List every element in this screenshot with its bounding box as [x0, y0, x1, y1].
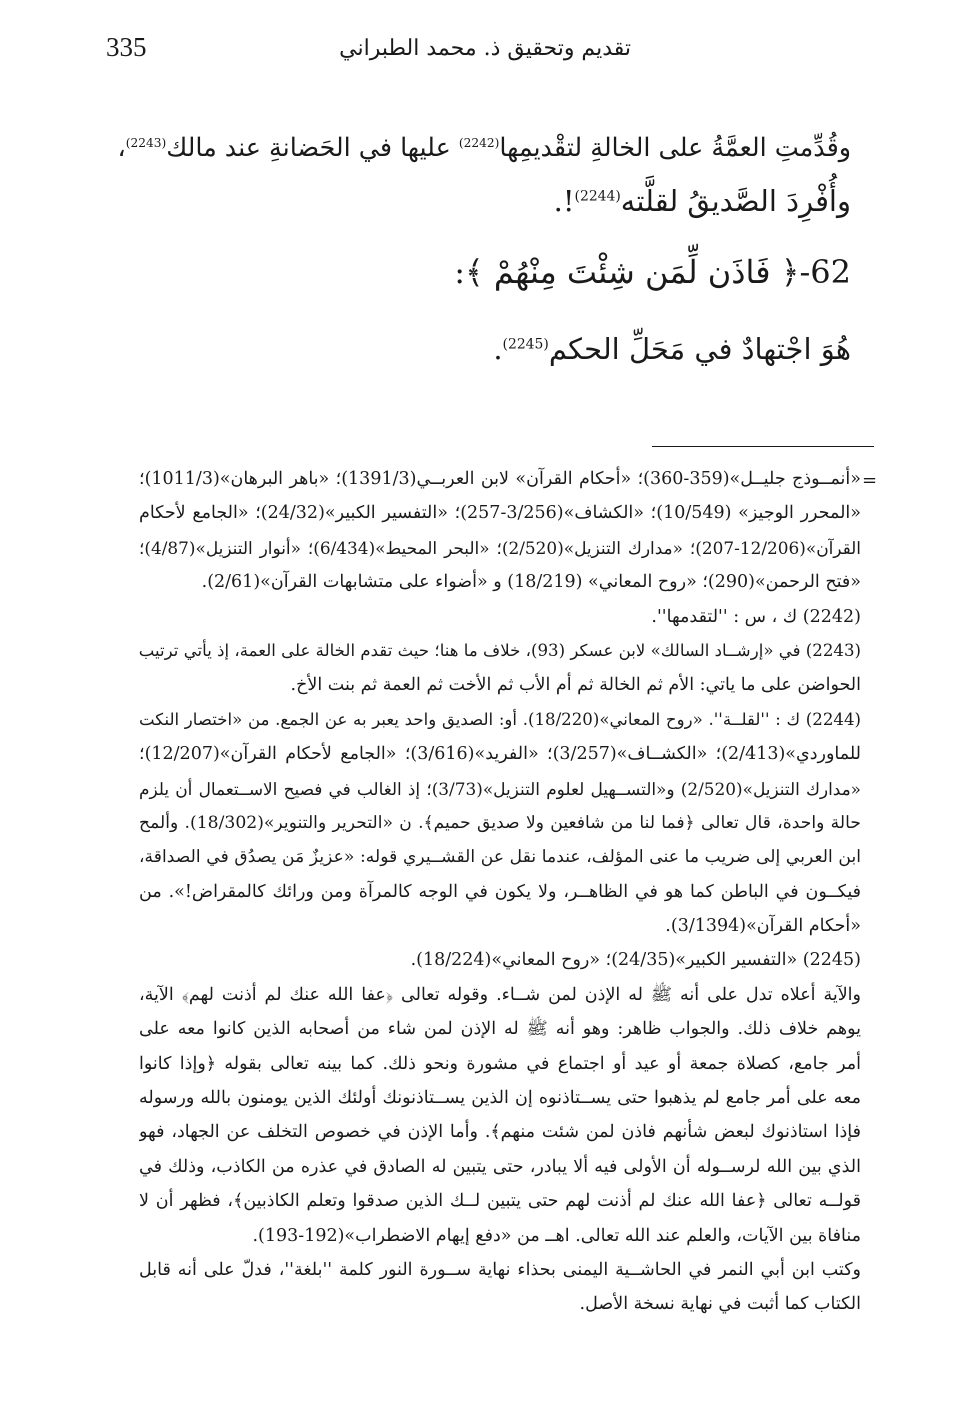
- footnote-line: (2245) «التفسير الكبير»(24/35)؛ «روح المعاني»(18/224).: [410, 950, 861, 971]
- footnote-line: (2243) في «إرشــاد السالك» لابن عسكر (93)، خلاف ما هنا؛ حيث تقدم الخالة على العمة، إذ يأتي ترتيب: [139, 640, 861, 660]
- footnote-line: الحواضن على ما ياتي: الأم ثم الخالة ثم أم الأب ثم الأخت ثم العمة ثم بنت الأخ.: [290, 675, 861, 696]
- main-text-block-2: [111, 322, 851, 376]
- footnote-line: الكتاب كما أثبت في نهاية نسخة الأصل.: [579, 1294, 861, 1315]
- footnote-line: فيكــون في الباطن كما هو في الظاهــر، ولا يكون في الوجه كالمرآة ومن ورائك كالمقراض!». من: [139, 881, 861, 902]
- footnote-line: فإذا استاذنوك لبعض شأنهم فاذن لمن شئت منهم﴾. وأما الإذن في خصوص التخلف عن الجهاد، فهو: [139, 1122, 861, 1143]
- page-number: 335: [106, 32, 147, 62]
- main-line-1: [111, 120, 851, 174]
- verse-heading-number: 62-: [799, 253, 851, 291]
- main-line-2-text: وأُفْرِدَ الصَّديقُ لقلَّته: [620, 184, 851, 218]
- footnote-line: «أحكام القرآن»(3/1394).: [665, 916, 861, 937]
- footnote-line: (2244) ك : ''لقلــة''. «روح المعاني»(18/220). أو: الصديق واحد يعبر به عن الجمع. من «اختصار النكت: [139, 709, 861, 729]
- main-text-block-1: [111, 120, 851, 228]
- footnote-line: حالة واحدة، قال تعالى ﴿فما لنا من شافعين ولا صديق حميم﴾. ن «التحرير والتنوير»(18/302). وألمح: [139, 812, 861, 833]
- footnote-ref-2243: (2243): [125, 135, 167, 150]
- footnote-line: (2242) ك ، س : ''لتقدمها''.: [651, 606, 861, 627]
- main-line-1-text-c: ،: [117, 132, 126, 162]
- footnote-line: وكتب ابن أبي النمر في الحاشــية اليمنى بحذاء نهاية ســورة النور كلمة ''بلغة''، فدلّ على أنه قابل: [139, 1259, 861, 1280]
- footnote-line: والآية أعلاه تدل على أنه ﷺ له الإذن لمن شــاء. وقوله تعالى ﴿عفا الله عنك لم أذنت لهم﴾ الآية،: [139, 984, 861, 1005]
- footnote-separator: [652, 446, 874, 447]
- running-head: تقديم وتحقيق ذ. محمد الطبراني: [339, 36, 631, 61]
- main-line-1-text: وقُدِّمتِ العمَّةُ على الخالةِ لتقْديمِها: [499, 132, 851, 162]
- main-line-2: [111, 174, 851, 228]
- footnote-ref-2242: (2242): [458, 135, 500, 150]
- footnote-line: أمر جامع، كصلاة جمعة أو عيد أو اجتماع في مشورة ونحو ذلك. كما بينه تعالى بقوله ﴿وإذا كانوا: [139, 1053, 861, 1074]
- footnote-line: «أنمــوذج جليــل»(359-360)؛ «أحكام القرآن» لابن العربــي(1391/3)؛ «باهر البرهان»(1011/3)؛: [139, 469, 861, 489]
- footnote-ref-2244: (2244): [574, 188, 621, 205]
- footnote-line: معه على أمر جامع لم يذهبوا حتى يســتاذنوه إن الذين يســتاذنونك أولئك الذين يومنون بالله ورسوله: [139, 1088, 861, 1109]
- footnote-line: للماوردي»(2/413)؛ «الكشــاف»(3/257)؛ «الفريد»(3/616)؛ «الجامع لأحكام القرآن»(12/207)؛: [139, 744, 861, 765]
- footnote-line: قولــه تعالى ﴿عفا الله عنك لم أذنت لهم حتى يتبين لــك الذين صدقوا وتعلم الكاذبين﴾، فظهر أن لا: [139, 1191, 861, 1212]
- verse-heading: [111, 244, 851, 300]
- main-line-3-text-b: .: [493, 332, 503, 366]
- main-line-3-text: هُوَ اجْتهادٌ في مَحَلِّ الحكم: [548, 332, 851, 366]
- main-line-2-text-b: !.: [553, 184, 575, 218]
- footnote-line: ابن العربي إلى ضريب ما عنى المؤلف، عندما نقل عن القشــيري قوله: «عزيزٌ مَن يصدُق في الصداقة،: [139, 847, 861, 868]
- footnote-ref-2245: (2245): [502, 336, 549, 353]
- footnote-line: منافاة بين الآيات، والعلم عند الله تعالى. اهــ من «دفع إيهام الاضطراب»(192-193).: [252, 1225, 861, 1246]
- footnote-line: الذي بين الله لرســوله أن الأولى فيه ألا يبادر، حتى يتبين له الصادق في عذره من الكاذب، وذلك في: [139, 1156, 861, 1177]
- main-line-3: [111, 322, 851, 376]
- footnote-line: القرآن»(12/206-207)؛ «مدارك التنزيل»(2/520)؛ «البحر المحيط»(6/434)؛ «أنوار التنزيل»(4/87)؛: [139, 537, 861, 558]
- footnote-line: يوهم خلاف ذلك. والجواب ظاهر: وهو أنه ﷺ له الإذن لمن شاء من أصحابه الذين كانوا معه على: [139, 1019, 861, 1040]
- main-line-1-text-b: عليها في الحَضانةِ عند مالك: [166, 132, 459, 162]
- footnote-continuation-mark: =: [862, 470, 878, 491]
- footnote-line: «المحرر الوجيز» (10/549)؛ «الكشاف»(3/256-257)؛ «التفسير الكبير»(24/32)؛ «الجامع لأحكام: [139, 503, 861, 524]
- verse-heading-quote: ﴿ فَاذَن لِّمَن شِئْتَ مِنْهُمْ ﴾:: [454, 253, 800, 291]
- footnotes-block: [139, 462, 861, 1322]
- footnote-line: «فتح الرحمن»(290)؛ «روح المعاني» (18/219) و «أضواء على متشابهات القرآن»(2/61).: [201, 572, 861, 593]
- footnote-line: «مدارك التنزيل»(2/520) و«التســهيل لعلوم التنزيل»(3/73)؛ إذ الغالب في فصيح الاســتعمال أن يلزم: [139, 778, 861, 799]
